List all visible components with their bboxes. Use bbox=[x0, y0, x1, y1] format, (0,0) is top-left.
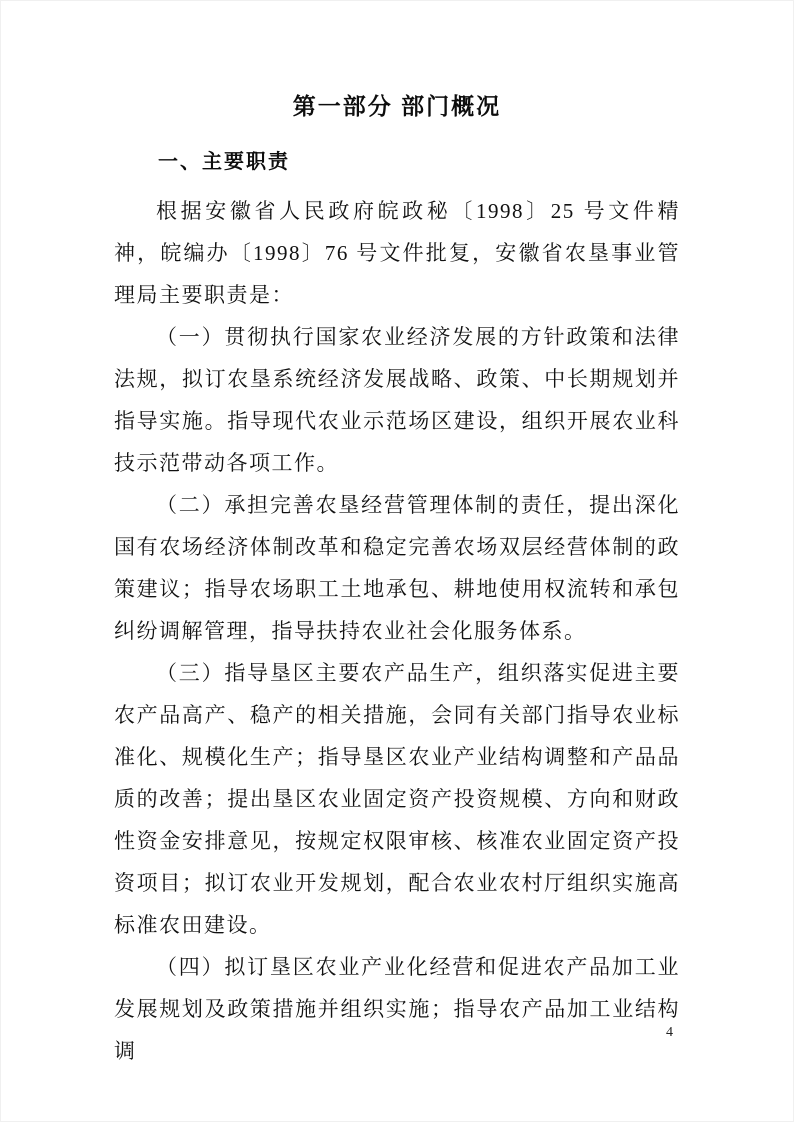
document-title: 第一部分 部门概况 bbox=[292, 93, 502, 119]
section-heading: 一、主要职责 bbox=[158, 151, 290, 173]
paragraph: （三）指导垦区主要农产品生产，组织落实促进主要农产品高产、稳产的相关措施，会同有关部门指导农业标准化、规模化生产；指导垦区农业产业结构调整和产品品质的改善；提出垦区农业固定资产投资规模、方向和财政性资金安排意见，按规定权限审核、核准农业固定资产投资项目；拟订农业开发规划，配合农业农村厅组织实施高标准农田建设。 bbox=[114, 661, 680, 937]
paragraph: 根据安徽省人民政府皖政秘〔1998〕25 号文件精神，皖编办〔1998〕76 号文件批复，安徽省农垦事业管理局主要职责是： bbox=[114, 199, 680, 307]
paragraph: （四）拟订垦区农业产业化经营和促进农产品加工业发展规划及政策措施并组织实施；指导农产品加工业结构调 bbox=[114, 955, 680, 1063]
body-text bbox=[114, 190, 680, 1072]
page-number: 4 bbox=[666, 1025, 673, 1040]
paragraph: （二）承担完善农垦经营管理体制的责任，提出深化国有农场经济体制改革和稳定完善农场双层经营体制的政策建议；指导农场职工土地承包、耕地使用权流转和承包纠纷调解管理，指导扶持农业社会化服务体系。 bbox=[114, 493, 680, 643]
page-content bbox=[114, 1, 680, 1072]
paragraph: （一）贯彻执行国家农业经济发展的方针政策和法律法规，拟订农垦系统经济发展战略、政策、中长期规划并指导实施。指导现代农业示范场区建设，组织开展农业科技示范带动各项工作。 bbox=[114, 325, 680, 475]
